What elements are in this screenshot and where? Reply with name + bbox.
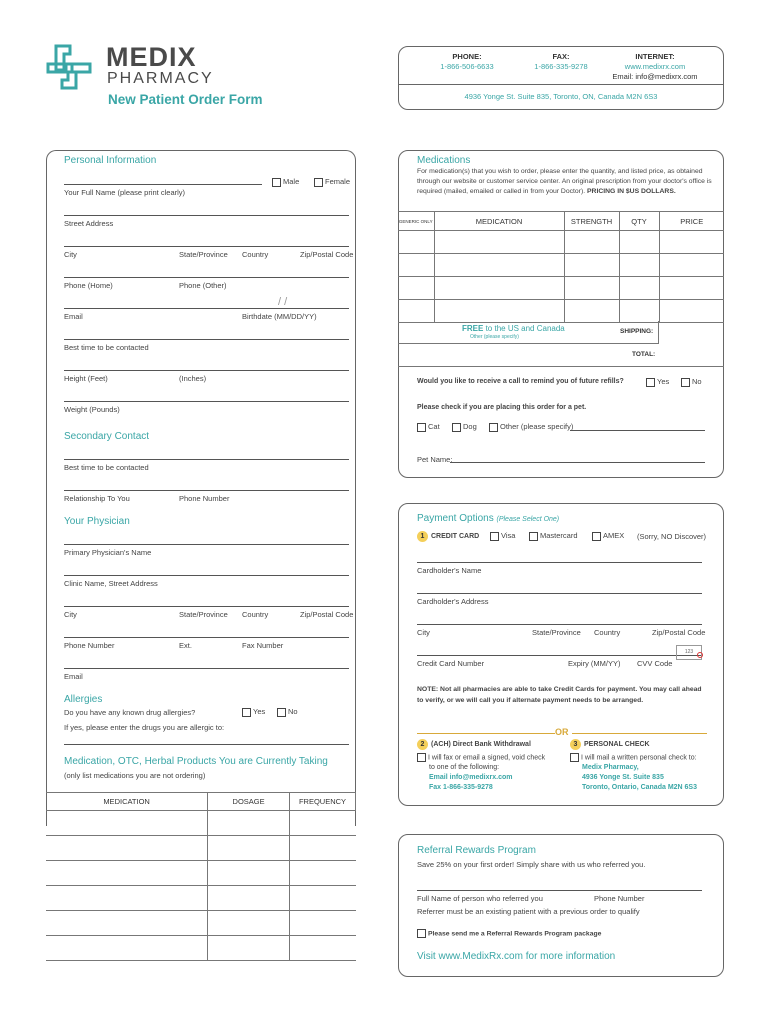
cvv-label: CVV Code xyxy=(637,659,673,668)
height-inches-label: (Inches) xyxy=(179,374,207,383)
fax-label: FAX: xyxy=(552,52,570,61)
col-qty: QTY xyxy=(619,212,659,231)
col-strength: STRENGTH xyxy=(564,212,619,231)
street-label: Street Address xyxy=(64,219,114,228)
physician-name-label: Primary Physician's Name xyxy=(64,548,152,557)
email-text: Email: info@medixrx.com xyxy=(612,72,698,81)
col-medication: MEDICATION xyxy=(46,793,208,811)
other-countries: Other (please specify) xyxy=(470,334,519,340)
col-price: PRICE xyxy=(659,212,724,231)
internet-label: INTERNET: xyxy=(635,52,675,61)
shipping-label: SHIPPING: xyxy=(620,328,654,335)
check-checkbox[interactable] xyxy=(570,753,579,762)
allergies-followup: If yes, please enter the drugs you are allergic to: xyxy=(64,723,225,732)
clinic-label: Clinic Name, Street Address xyxy=(64,579,158,588)
payment-note: NOTE: Not all pharmacies are able to take Credit Cards for payment. You may call ahead to verify, or we will call you if alternate payment needs to be arranged. xyxy=(417,686,702,704)
total-row xyxy=(398,344,724,367)
payment-zip-label: Zip/Postal Code xyxy=(652,628,706,637)
email-label: Email xyxy=(64,312,83,321)
ach-option[interactable]: 2 (ACH) Direct Bank Withdrawal xyxy=(417,739,531,750)
credit-card-option[interactable]: 1 CREDIT CARD xyxy=(417,531,479,542)
referrer-phone-label: Phone Number xyxy=(594,894,645,903)
allergies-yes-checkbox[interactable]: Yes xyxy=(242,707,265,717)
referrer-must-text: Referrer must be an existing patient with a previous order to qualify xyxy=(417,907,640,916)
check-option[interactable]: 3 PERSONAL CHECK xyxy=(570,739,650,750)
current-meds-note: (only list medications you are not ordering) xyxy=(64,771,206,780)
table-row[interactable] xyxy=(398,277,724,300)
allergies-no-checkbox[interactable]: No xyxy=(277,707,298,717)
ach-checkbox[interactable] xyxy=(417,753,426,762)
physician-city-label: City xyxy=(64,610,77,619)
fax-value: 1-866-335-9278 xyxy=(534,62,588,71)
payment-country-label: Country xyxy=(594,628,621,637)
referral-package-checkbox[interactable]: Please send me a Referral Rewards Program package xyxy=(417,929,601,938)
table-row[interactable] xyxy=(398,254,724,277)
referrer-name-label: Full Name of person who referred you xyxy=(417,894,543,903)
zip-label: Zip/Postal Code xyxy=(300,250,354,259)
other-pet-checkbox[interactable]: Other (please specify) xyxy=(489,422,573,432)
cvv-card-icon: 123 xyxy=(676,645,702,660)
expiry-label: Expiry (MM/YY) xyxy=(568,659,621,668)
dog-checkbox[interactable]: Dog xyxy=(452,422,477,432)
table-row[interactable] xyxy=(398,231,724,254)
address-text: 4936 Yonge St. Suite 835, Toronto, ON, Canada M2N 6S3 xyxy=(464,92,658,101)
relationship-label: Relationship To You xyxy=(64,494,130,503)
pet-name-label: Pet Name: xyxy=(417,455,453,464)
height-feet-label: Height (Feet) xyxy=(64,374,108,383)
full-name-label: Your Full Name (please print clearly) xyxy=(64,188,186,197)
cc-number-label: Credit Card Number xyxy=(417,659,485,668)
ach-details: I will fax or email a signed, void check to one of the following: Email info@medixrx.com Fax 1-866-335-9278 xyxy=(417,753,545,793)
table-row[interactable] xyxy=(46,886,356,911)
physician-ext-label: Ext. xyxy=(179,641,192,650)
best-time-label: Best time to be contacted xyxy=(64,343,149,352)
table-row[interactable] xyxy=(398,300,724,323)
table-row[interactable] xyxy=(46,861,356,886)
physician-state-label: State/Province xyxy=(179,610,228,619)
phone-home-label: Phone (Home) xyxy=(64,281,113,290)
no-discover-note: (Sorry, NO Discover) xyxy=(637,532,707,541)
cvv-highlight-icon xyxy=(697,652,703,658)
physician-fax-label: Fax Number xyxy=(242,641,284,650)
weight-label: Weight (Pounds) xyxy=(64,405,120,414)
state-label: State/Province xyxy=(179,250,228,259)
physician-zip-label: Zip/Postal Code xyxy=(300,610,354,619)
col-medication: MEDICATION xyxy=(434,212,564,231)
table-row[interactable] xyxy=(46,811,356,836)
physician-heading: Your Physician xyxy=(64,516,130,527)
payment-state-label: State/Province xyxy=(532,628,581,637)
medications-intro: For medication(s) that you wish to order, please enter the quantity, and listed price, as obtained through our website or customer service center. An original prescription from your doctor's office is required (mailed, emailed or called in from your Doctor). PRICING IN $US DOLLARS. xyxy=(417,168,712,195)
phone-label: PHONE: xyxy=(452,52,482,61)
birthdate-slashes: / / xyxy=(278,296,288,308)
allergies-heading: Allergies xyxy=(64,694,103,705)
or-divider: OR xyxy=(555,727,569,737)
brand-name: MEDIX xyxy=(106,42,197,72)
allergies-question: Do you have any known drug allergies? xyxy=(64,708,196,717)
payment-city-label: City xyxy=(417,628,430,637)
referral-save-text: Save 25% on your first order! Simply share with us who referred you. xyxy=(417,860,646,869)
table-row[interactable] xyxy=(46,836,356,861)
birthdate-label: Birthdate (MM/DD/YY) xyxy=(242,312,317,321)
brand-sub: PHARMACY xyxy=(107,70,214,87)
logo-mark xyxy=(44,42,94,92)
col-dosage: DOSAGE xyxy=(208,793,290,811)
order-table xyxy=(398,211,724,323)
male-checkbox[interactable]: Male xyxy=(272,177,299,187)
phone-value[interactable]: 1-866-506-6633 xyxy=(440,62,494,71)
reminder-question: Would you like to receive a call to remind you of future refills? xyxy=(417,378,624,385)
visa-checkbox[interactable]: Visa xyxy=(490,531,515,541)
pet-question: Please check if you are placing this order for a pet. xyxy=(417,404,587,411)
check-details: I will mail a written personal check to: Medix Pharmacy, 4936 Yonge St. Suite 835 Toronto, Ontario, Canada M2N 6S3 xyxy=(570,753,697,793)
visit-website-text[interactable]: Visit www.MedixRx.com for more information xyxy=(417,951,616,962)
female-checkbox[interactable]: Female xyxy=(314,177,350,187)
secondary-heading: Secondary Contact xyxy=(64,431,150,442)
mastercard-checkbox[interactable]: Mastercard xyxy=(529,531,578,541)
amex-checkbox[interactable]: AMEX xyxy=(592,531,624,541)
physician-phone-label: Phone Number xyxy=(64,641,115,650)
col-generic: GENERIC ONLY xyxy=(398,212,434,231)
table-row[interactable] xyxy=(46,911,356,936)
referral-heading: Referral Rewards Program xyxy=(417,845,536,856)
reminder-no-checkbox[interactable]: No xyxy=(681,377,702,387)
form-title: New Patient Order Form xyxy=(108,92,263,107)
secondary-best-time-label: Best time to be contacted xyxy=(64,463,149,472)
table-row[interactable] xyxy=(46,936,356,961)
city-label: City xyxy=(64,250,77,259)
free-shipping: FREE to the US and Canada xyxy=(462,324,565,333)
secondary-phone-label: Phone Number xyxy=(179,494,230,503)
physician-country-label: Country xyxy=(242,610,269,619)
website-link[interactable]: www.medixrx.com xyxy=(624,62,686,71)
medications-heading: Medications xyxy=(417,155,471,166)
physician-email-label: Email xyxy=(64,672,83,681)
current-meds-table xyxy=(46,792,356,961)
payment-heading: Payment Options (Please Select One) xyxy=(417,513,560,524)
phone-other-label: Phone (Other) xyxy=(179,281,227,290)
cat-checkbox[interactable]: Cat xyxy=(417,422,440,432)
total-label: TOTAL: xyxy=(632,351,656,358)
current-meds-heading: Medication, OTC, Herbal Products You are Currently Taking xyxy=(64,756,328,767)
reminder-yes-checkbox[interactable]: Yes xyxy=(646,377,669,387)
cardholder-address-label: Cardholder's Address xyxy=(417,597,489,606)
country-label: Country xyxy=(242,250,269,259)
personal-heading: Personal Information xyxy=(64,155,157,166)
cardholder-name-label: Cardholder's Name xyxy=(417,566,482,575)
col-frequency: FREQUENCY xyxy=(290,793,356,811)
